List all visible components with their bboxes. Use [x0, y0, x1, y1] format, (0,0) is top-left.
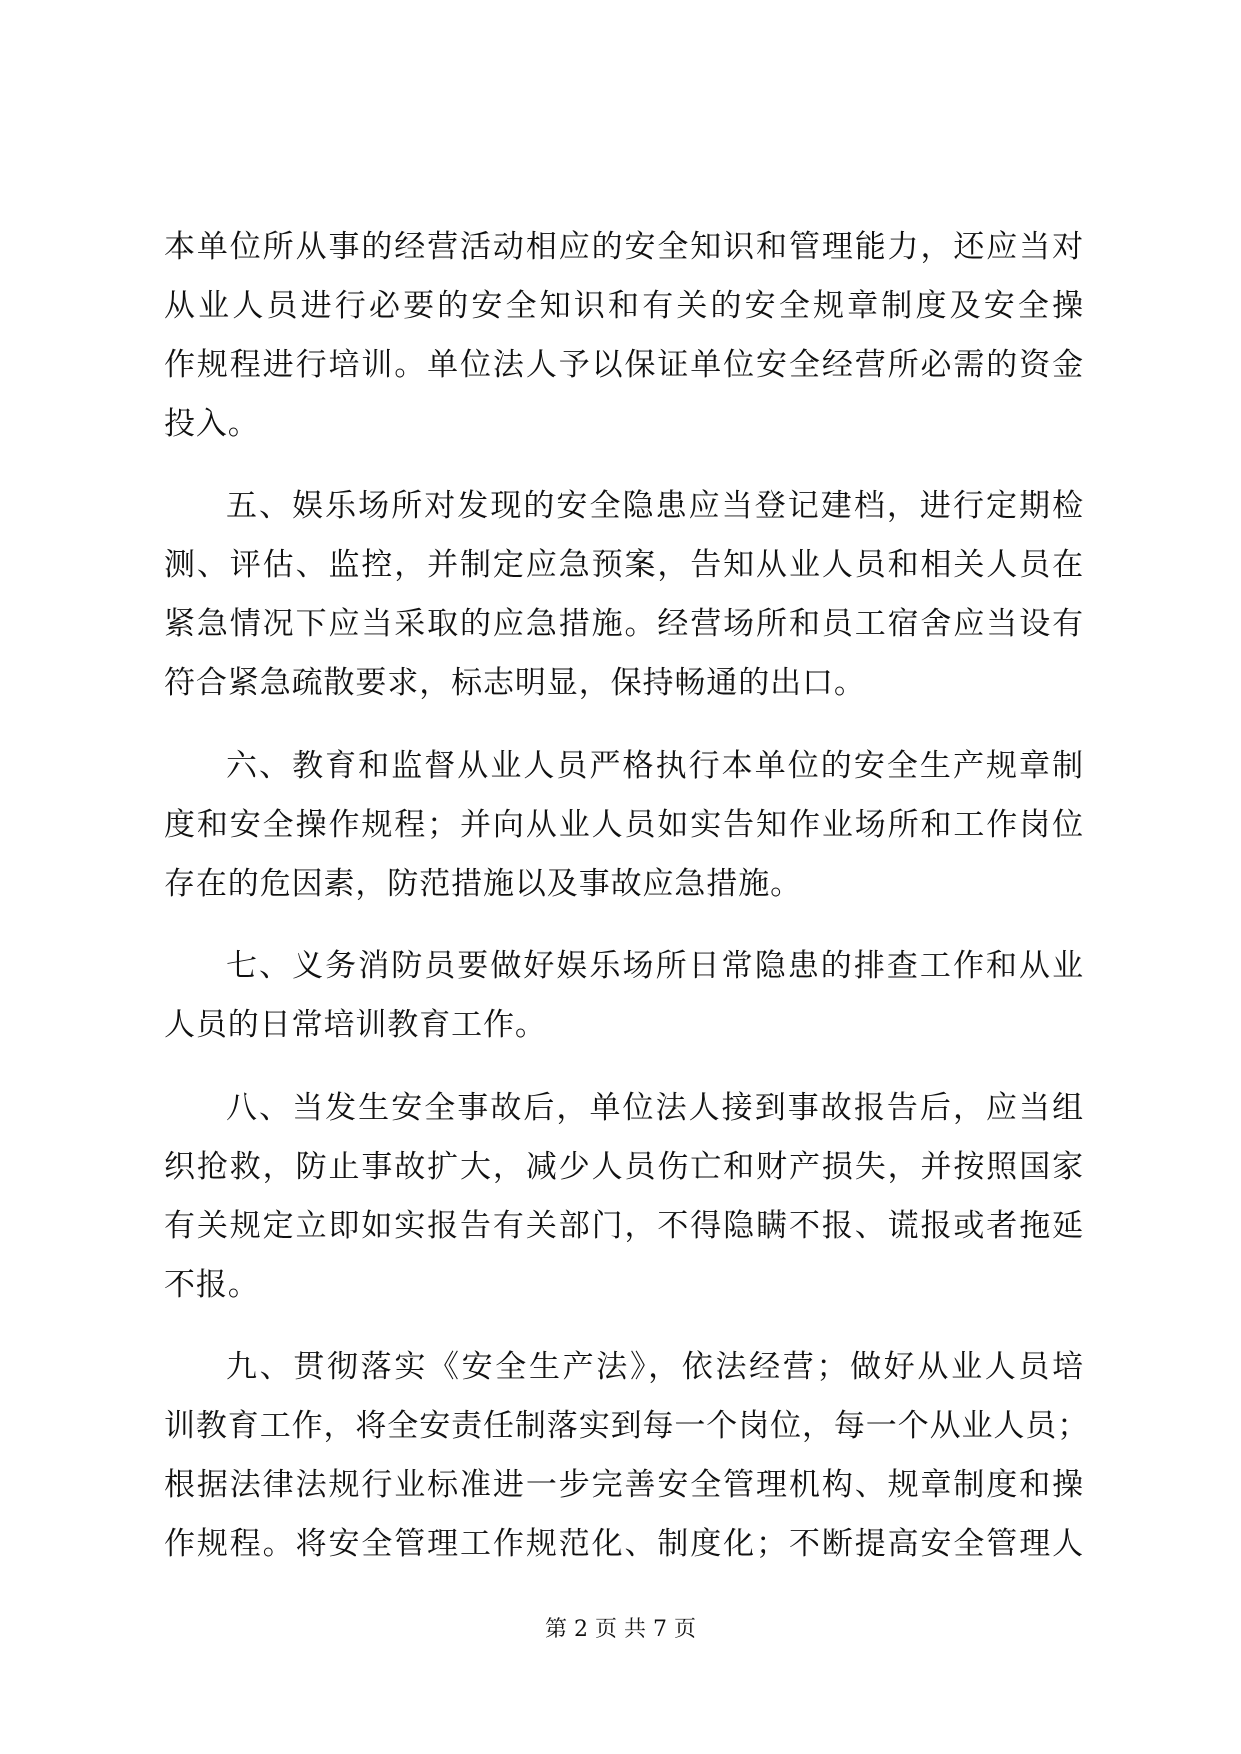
text-line: 七、义务消防员要做好娱乐场所日常隐患的排查工作和从业: [226, 948, 1084, 984]
text-line: 从业人员进行必要的安全知识和有关的安全规章制度及安全操: [164, 288, 1084, 324]
text-line: 六、教育和监督从业人员严格执行本单位的安全生产规章制: [226, 748, 1084, 784]
text-line: 投入。: [164, 406, 260, 442]
text-line: 符合紧急疏散要求，标志明显，保持畅通的出口。: [164, 665, 866, 701]
text-line: 本单位所从事的经营活动相应的安全知识和管理能力，还应当对: [164, 229, 1084, 265]
text-line: 八、当发生安全事故后，单位法人接到事故报告后，应当组: [226, 1090, 1084, 1126]
text-line: 九、贯彻落实《安全生产法》，依法经营；做好从业人员培: [226, 1349, 1084, 1385]
text-line: 根据法律法规行业标准进一步完善安全管理机构、规章制度和操: [164, 1467, 1084, 1503]
text-line: 人员的日常培训教育工作。: [164, 1007, 547, 1043]
text-line: 存在的危因素，防范措施以及事故应急措施。: [164, 866, 802, 902]
text-line: 作规程进行培训。单位法人予以保证单位安全经营所必需的资金: [164, 347, 1084, 383]
text-line: 度和安全操作规程；并向从业人员如实告知作业场所和工作岗位: [164, 807, 1084, 843]
text-line: 五、娱乐场所对发现的安全隐患应当登记建档，进行定期检: [226, 488, 1084, 524]
text-line: 作规程。将安全管理工作规范化、制度化；不断提高安全管理人: [164, 1526, 1084, 1562]
text-line: 测、评估、监控，并制定应急预案，告知从业人员和相关人员在: [164, 547, 1084, 583]
text-line: 织抢救，防止事故扩大，减少人员伤亡和财产损失，并按照国家: [164, 1149, 1084, 1185]
page-number-footer: 第 2 页 共 7 页: [545, 1617, 696, 1642]
text-line: 紧急情况下应当采取的应急措施。经营场所和员工宿舍应当设有: [164, 606, 1084, 642]
text-line: 有关规定立即如实报告有关部门，不得隐瞒不报、谎报或者拖延: [164, 1208, 1084, 1244]
text-line: 训教育工作，将全安责任制落实到每一个岗位，每一个从业人员；: [164, 1408, 1090, 1444]
text-line: 不报。: [164, 1267, 260, 1303]
